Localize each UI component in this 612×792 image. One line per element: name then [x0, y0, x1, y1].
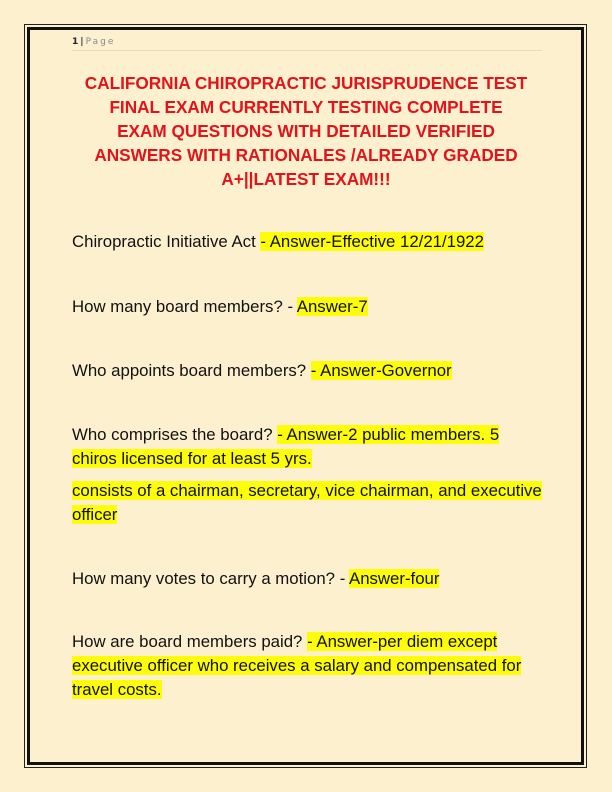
page-header: [72, 36, 542, 51]
title-line: EXAM QUESTIONS WITH DETAILED VERIFIED: [117, 121, 495, 141]
page-label: Page: [85, 37, 116, 47]
title-line: A+||LATEST EXAM!!!: [221, 169, 391, 189]
question-text: How are board members paid?: [72, 632, 308, 651]
qa-item: [72, 423, 542, 471]
answer-highlight: - Answer-Effective 12/21/1922: [260, 232, 484, 251]
answer-dash: -: [287, 297, 297, 316]
question-text: Who comprises the board?: [72, 425, 278, 444]
answer-highlight: - Answer-2 public members. 5 chiros licensed for at least 5 yrs.: [72, 425, 500, 468]
title-line: FINAL EXAM CURRENTLY TESTING COMPLETE: [109, 97, 503, 117]
answer-extra-highlight: consists of a chairman, secretary, vice chairman, and executive officer: [72, 481, 542, 524]
qa-item: [72, 359, 542, 383]
answer-highlight: - Answer-Governor: [310, 361, 452, 380]
page-number: 1: [72, 37, 79, 47]
question-text: How many votes to carry a motion?: [72, 569, 340, 588]
question-text: How many board members?: [72, 297, 288, 316]
answer-highlight: - Answer-per diem except executive officer who receives a salary and compensated for travel costs.: [72, 632, 522, 699]
qa-item: [72, 295, 542, 319]
answer-highlight: Answer-four: [349, 569, 440, 588]
page-separator: |: [80, 37, 84, 47]
question-text: Who appoints board members?: [72, 361, 311, 380]
qa-item: [72, 630, 542, 702]
qa-item: [72, 230, 542, 254]
qa-extra: [72, 479, 542, 527]
answer-dash: -: [339, 569, 350, 588]
answer-highlight: Answer-7: [296, 297, 368, 316]
title-line: CALIFORNIA CHIROPRACTIC JURISPRUDENCE TEST: [84, 73, 528, 93]
document-title: [60, 71, 552, 191]
title-line: ANSWERS WITH RATIONALES /ALREADY GRADED: [94, 145, 518, 165]
question-text: Chiropractic Initiative Act: [72, 232, 261, 251]
qa-item: [72, 567, 542, 591]
